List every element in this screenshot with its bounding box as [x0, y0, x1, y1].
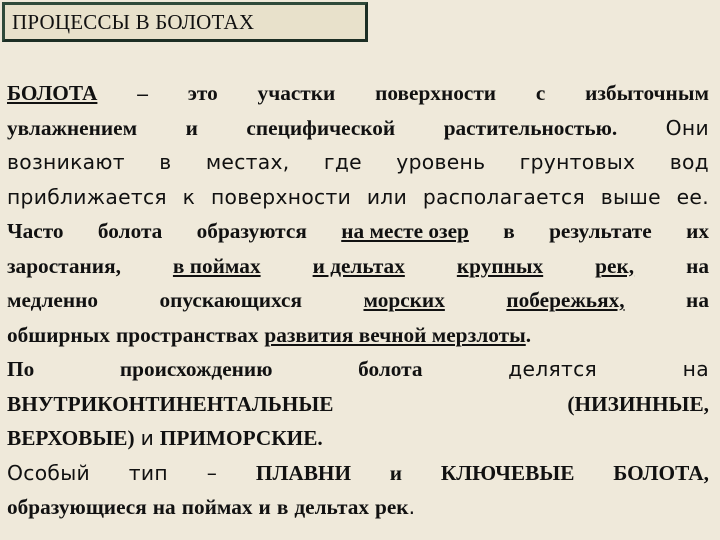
underlined-phrase: развития вечной мерзлоты — [264, 322, 526, 347]
word: грунтовых — [519, 150, 636, 174]
term-bolota: БОЛОТА — [7, 81, 98, 105]
underlined-phrase: побережьях, — [506, 288, 625, 312]
period: . — [525, 322, 532, 347]
word: приближается — [7, 184, 167, 209]
word: и — [258, 495, 271, 519]
word: на — [686, 288, 709, 312]
term-vnutrikontinentalnye: ВНУТРИКОНТИНЕНТАЛЬНЫЕ — [7, 391, 334, 416]
text-line — [7, 421, 709, 456]
underlined-phrase: крупных — [456, 253, 544, 278]
word: Они — [665, 115, 709, 140]
word: на — [682, 357, 709, 381]
word: медленно — [7, 288, 99, 312]
page-title — [2, 2, 368, 42]
word: – — [137, 81, 148, 105]
word: и — [389, 460, 403, 485]
word: делятся — [508, 357, 598, 381]
word: результате — [549, 219, 652, 243]
word: в — [503, 219, 515, 243]
word: образуются — [196, 219, 307, 243]
word: заростания, — [7, 253, 121, 278]
word: Особый — [7, 460, 91, 485]
word: дельтах — [294, 495, 369, 519]
underlined-phrase: на месте озер — [341, 219, 469, 243]
word: уровень — [396, 150, 486, 174]
title-text: ПРОЦЕССЫ В БОЛОТАХ — [12, 9, 255, 34]
word: ВЕРХОВЫЕ) — [7, 426, 135, 450]
word: поверхности — [375, 81, 497, 105]
word: пространствах — [115, 322, 259, 347]
word: Часто — [7, 219, 64, 243]
word: поверхности — [210, 184, 352, 209]
word: их — [686, 219, 709, 243]
underlined-phrase: и дельтах — [312, 253, 405, 278]
word: это — [187, 81, 218, 105]
underlined-phrase: в поймах — [172, 253, 261, 278]
text-line — [7, 490, 709, 525]
text-line — [7, 76, 709, 111]
word: (НИЗИННЫЕ, — [567, 391, 709, 416]
word: ее. — [676, 184, 709, 209]
word: тип — [128, 460, 168, 485]
word: избыточным — [585, 81, 709, 105]
body-text — [7, 76, 709, 525]
word: происхождению — [119, 357, 273, 381]
word: КЛЮЧЕВЫЕ — [440, 460, 575, 485]
word: увлажнением — [7, 115, 138, 140]
word: участки — [257, 81, 336, 105]
word: образующиеся — [7, 495, 147, 519]
word: располагается — [422, 184, 585, 209]
word: обширных — [7, 322, 110, 347]
text-line — [7, 180, 709, 215]
word: опускающихся — [159, 288, 303, 312]
underlined-phrase: морских — [363, 288, 445, 312]
word: – — [206, 460, 218, 485]
word: вод — [669, 150, 709, 174]
text-line — [7, 318, 709, 353]
word: где — [323, 150, 362, 174]
period: . — [408, 495, 416, 519]
word: на — [152, 495, 176, 519]
word: в — [276, 495, 289, 519]
text-line — [7, 456, 709, 491]
word: в — [159, 150, 172, 174]
underlined-phrase: рек, — [595, 253, 635, 278]
word: или — [366, 184, 408, 209]
word: выше — [600, 184, 661, 209]
word: и — [185, 115, 198, 140]
text-line — [7, 214, 709, 249]
text-line — [7, 352, 709, 387]
word: БОЛОТА, — [613, 460, 709, 485]
term-primorskie: ПРИМОРСКИЕ. — [159, 426, 323, 450]
term-plavni: ПЛАВНИ — [255, 460, 352, 485]
text-line — [7, 145, 709, 180]
word: болота — [358, 357, 423, 381]
word: к — [182, 184, 196, 209]
word: с — [535, 81, 546, 105]
text-line — [7, 387, 709, 422]
word: местах, — [205, 150, 290, 174]
text-line — [7, 283, 709, 318]
text-line — [7, 111, 709, 146]
word: болота — [97, 219, 163, 243]
word: возникают — [7, 150, 125, 174]
word: По — [7, 357, 35, 381]
word: поймах — [181, 495, 253, 519]
word: растительностью. — [443, 115, 618, 140]
word: на — [686, 253, 709, 278]
word: специфической — [246, 115, 396, 140]
word: и — [140, 426, 154, 450]
word: рек — [375, 495, 409, 519]
text-line — [7, 249, 709, 284]
